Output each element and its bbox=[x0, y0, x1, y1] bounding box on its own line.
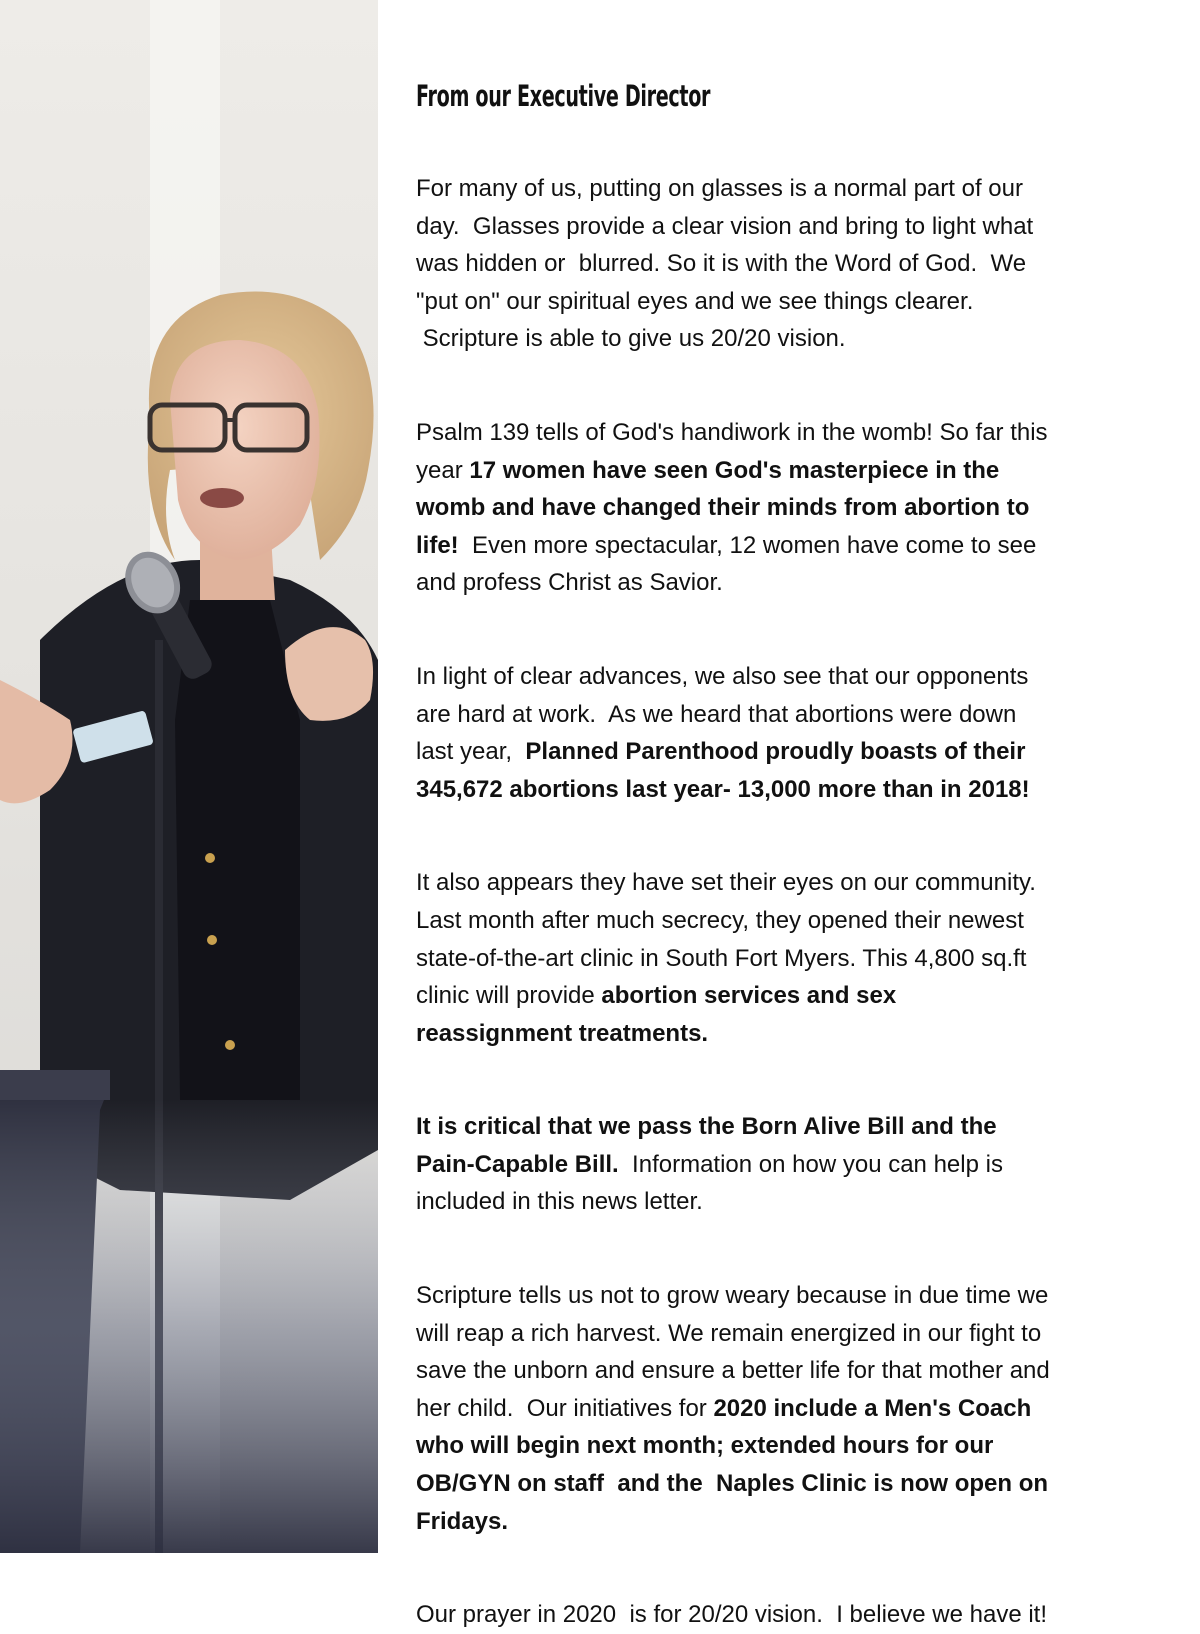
bold-text: Planned Parenthood proudly boasts of their bbox=[525, 738, 1026, 766]
text-line bbox=[416, 940, 1156, 978]
text-segment: Psalm 139 tells of God's handiwork in the womb! So far this bbox=[416, 418, 1048, 446]
bold-text: who will begin next month; extended hours for our bbox=[416, 1432, 994, 1460]
text-line bbox=[416, 1465, 1156, 1503]
paragraph bbox=[416, 658, 1156, 808]
text-segment: will reap a rich harvest. We remain energized in our fight to bbox=[416, 1319, 1042, 1347]
text-segment: For many of us, putting on glasses is a normal part of our bbox=[416, 175, 1023, 202]
text-line bbox=[416, 170, 1156, 208]
bold-text: womb and have changed their minds from abortion to bbox=[416, 494, 1030, 522]
paragraph bbox=[416, 1277, 1156, 1540]
text-line bbox=[416, 1183, 1156, 1221]
text-line bbox=[416, 1315, 1156, 1353]
text-segment: are hard at work. As we heard that abortions were down bbox=[416, 700, 1017, 728]
text-segment: It also appears they have set their eyes on our community. bbox=[416, 869, 1036, 897]
text-line bbox=[416, 1427, 1156, 1465]
text-segment: and profess Christ as Savior. bbox=[416, 569, 723, 597]
text-line bbox=[416, 696, 1156, 734]
paragraph bbox=[416, 1108, 1156, 1221]
text-segment: "put on" our spiritual eyes and we see things clearer. bbox=[416, 287, 974, 315]
text-segment: In light of clear advances, we also see that our opponents bbox=[416, 662, 1029, 690]
text-line bbox=[416, 283, 1156, 321]
paragraph bbox=[416, 864, 1156, 1052]
text-segment: Scripture is able to give us 20/20 vision. bbox=[416, 325, 846, 353]
text-line bbox=[416, 245, 1156, 283]
text-line bbox=[416, 564, 1156, 602]
text-line bbox=[416, 902, 1156, 940]
text-line bbox=[416, 733, 1156, 771]
text-line bbox=[416, 1503, 1156, 1541]
text-line bbox=[416, 527, 1156, 565]
bold-text: 17 women have seen God's masterpiece in the bbox=[469, 456, 1000, 484]
text-segment: state-of-the-art clinic in South Fort Myers. This 4,800 sq.ft bbox=[416, 944, 1027, 972]
text-segment: clinic will provide bbox=[416, 982, 602, 1010]
text-line bbox=[416, 489, 1156, 527]
text-line bbox=[416, 208, 1156, 246]
text-line bbox=[416, 658, 1156, 696]
text-segment: save the unborn and ensure a better life for that mother and bbox=[416, 1357, 1050, 1385]
article bbox=[416, 74, 1156, 1634]
text-line bbox=[416, 1277, 1156, 1315]
bold-text: 345,672 abortions last year- 13,000 more than in 2018! bbox=[416, 775, 1030, 803]
text-line bbox=[416, 977, 1156, 1015]
bold-text: Fridays. bbox=[416, 1507, 509, 1535]
text-line bbox=[416, 320, 1156, 358]
bold-text: OB/GYN on staff and the Naples Clinic is now open on bbox=[416, 1470, 1049, 1498]
text-line bbox=[416, 1390, 1156, 1428]
text-line bbox=[416, 1596, 1156, 1634]
text-segment: Scripture tells us not to grow weary because in due time we bbox=[416, 1282, 1049, 1310]
bold-text: abortion services and sex bbox=[601, 982, 897, 1010]
text-segment: was hidden or blurred. So it is with the Word of God. We bbox=[416, 250, 1027, 278]
text-line bbox=[416, 452, 1156, 490]
text-segment: day. Glasses provide a clear vision and bring to light what bbox=[416, 212, 1034, 240]
text-segment: included in this news letter. bbox=[416, 1188, 703, 1216]
bold-text: reassignment treatments. bbox=[416, 1019, 709, 1047]
text-line bbox=[416, 414, 1156, 452]
paragraph bbox=[416, 170, 1156, 358]
text-segment: last year, bbox=[416, 738, 526, 766]
paragraph bbox=[416, 1596, 1156, 1634]
text-line bbox=[416, 864, 1156, 902]
bold-text: Pain-Capable Bill. bbox=[416, 1150, 619, 1178]
paragraph bbox=[416, 414, 1156, 602]
text-segment: Information on how you can help is bbox=[618, 1150, 1003, 1178]
text-line bbox=[416, 1146, 1156, 1184]
text-segment: Last month after much secrecy, they opened their newest bbox=[416, 906, 1024, 934]
article-title: From our Executive Director bbox=[416, 79, 711, 113]
text-line bbox=[416, 1352, 1156, 1390]
text-line bbox=[416, 1015, 1156, 1053]
bold-text: It is critical that we pass the Born Alive Bill and the bbox=[416, 1113, 997, 1141]
text-line bbox=[416, 1108, 1156, 1146]
text-line bbox=[416, 771, 1156, 809]
bold-text: life! bbox=[416, 531, 459, 559]
bold-text: 2020 include a Men's Coach bbox=[713, 1394, 1032, 1422]
text-segment: Even more spectacular, 12 women have come to see bbox=[458, 531, 1037, 559]
speaker-photo bbox=[0, 0, 378, 1553]
article-body bbox=[416, 170, 1156, 1634]
text-segment: Our prayer in 2020 is for 20/20 vision. I believe we have it! bbox=[416, 1601, 1047, 1629]
text-segment: year bbox=[416, 456, 470, 484]
text-segment: her child. Our initiatives for bbox=[416, 1394, 714, 1422]
